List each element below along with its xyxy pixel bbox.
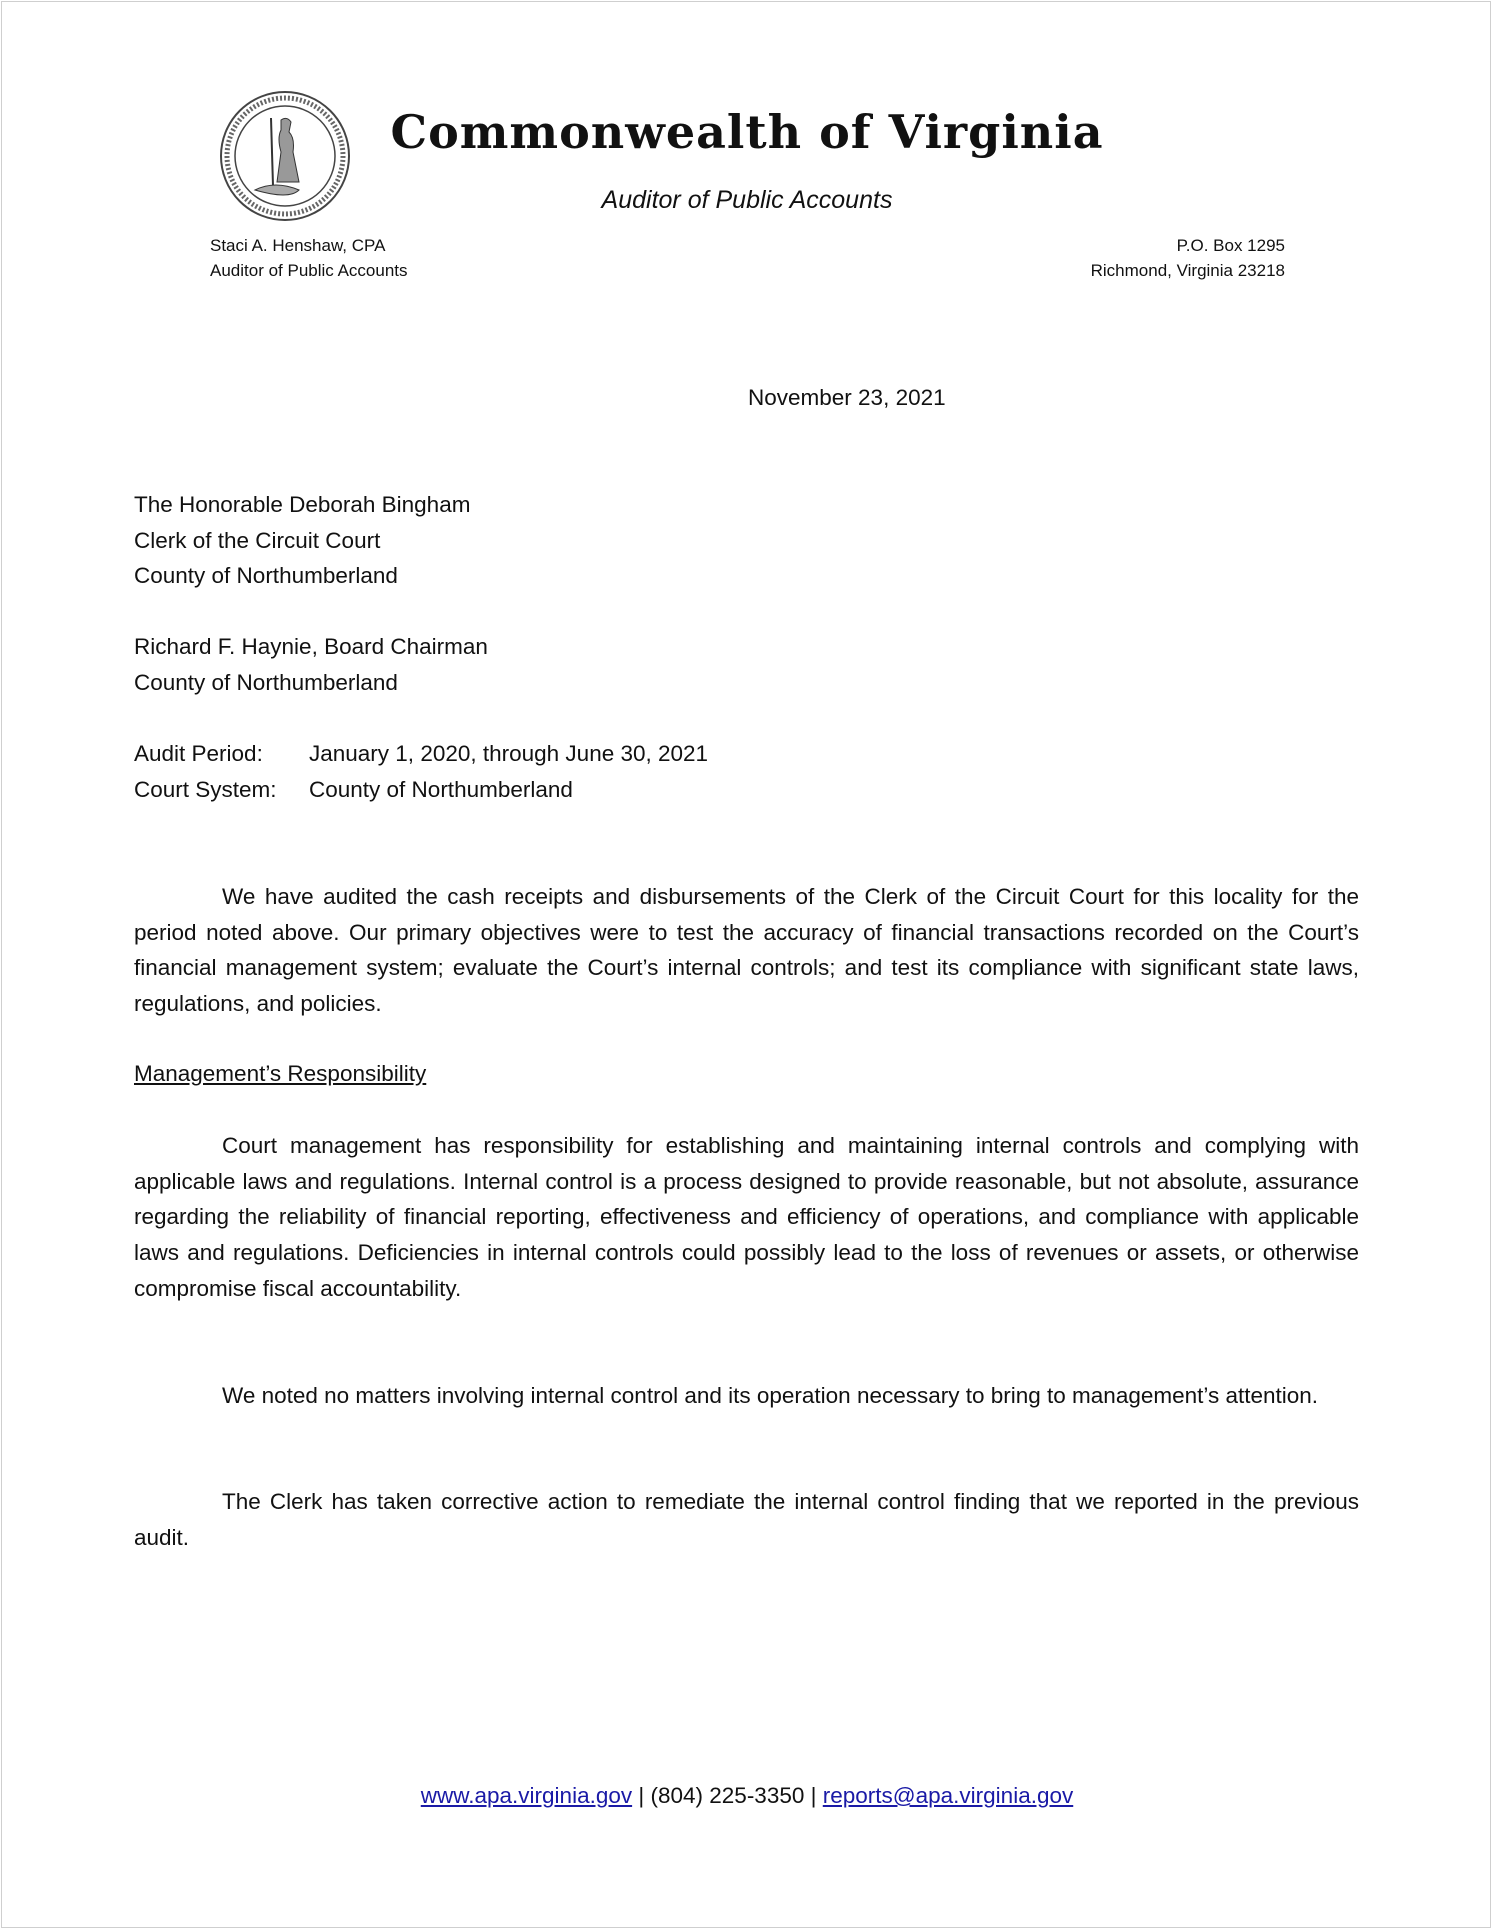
corrective-paragraph [134, 1484, 1359, 1555]
corrective-text: The Clerk has taken corrective action to remediate the internal control finding that we reported in the previous audit. [134, 1489, 1359, 1550]
footer-separator: | [810, 1783, 817, 1808]
addressee2-block [134, 629, 1359, 700]
audit-details [134, 736, 1359, 807]
court-system-label: Court System: [134, 776, 277, 802]
addressee-line: County of Northumberland [134, 563, 398, 589]
addressee-line: County of Northumberland [134, 669, 398, 695]
auditor-info [210, 233, 408, 283]
audit-period-value: January 1, 2020, through June 30, 2021 [309, 741, 709, 766]
addressee-line: Richard F. Haynie, Board Chairman [134, 634, 488, 659]
responsibility-paragraph [134, 1128, 1359, 1307]
audit-period-label: Audit Period: [134, 741, 263, 766]
section-heading: Management’s Responsibility [134, 1061, 427, 1086]
letterhead-subtitle: Auditor of Public Accounts [601, 186, 893, 214]
city-state-zip: Richmond, Virginia 23218 [1090, 261, 1285, 280]
email-link[interactable]: reports@apa.virginia.gov [822, 1783, 1074, 1808]
intro-paragraph [134, 879, 1359, 1022]
responsibility-text: Court management has responsibility for establishing and maintaining internal controls and complying with applicable laws and regulations. Internal control is a process designed to provide reasonable, but not absolute, assurance regarding the reliability of financial reporting, effectiveness and efficiency of operations, and compliance with applicable laws and regulations. Deficiencies in internal controls could possibly lead to the loss of revenues or assets, or otherwise compromise fiscal accountability. [134, 1133, 1359, 1301]
addressee-line: Clerk of the Circuit Court [134, 527, 381, 553]
footer [0, 1778, 1494, 1814]
no-matters-text: We noted no matters involving internal control and its operation necessary to bring to management’s attention. [222, 1383, 1319, 1408]
no-matters-paragraph [134, 1378, 1359, 1414]
letter-date: November 23, 2021 [748, 385, 946, 410]
intro-text: We have audited the cash receipts and disbursements of the Clerk of the Circuit Court for this locality for the period noted above. Our primary objectives were to test the accuracy of financial transactions recorded on the Court’s financial management system; evaluate the Court’s internal controls; and test its compliance with significant state laws, regulations, and policies. [134, 884, 1359, 1017]
addressee-block [134, 487, 1359, 594]
po-box: P.O. Box 1295 [1176, 236, 1285, 255]
auditor-name: Staci A. Henshaw, CPA [210, 236, 386, 255]
footer-separator: | [638, 1783, 645, 1808]
website-link[interactable]: www.apa.virginia.gov [420, 1783, 633, 1808]
court-system-value: County of Northumberland [309, 776, 573, 802]
auditor-title: Auditor of Public Accounts [210, 261, 408, 280]
mailing-address [1091, 233, 1285, 283]
letterhead-title: Commonwealth of Virginia [390, 105, 1104, 159]
addressee-line: The Honorable Deborah Bingham [134, 492, 471, 517]
phone-number: (804) 225-3350 [650, 1783, 805, 1808]
